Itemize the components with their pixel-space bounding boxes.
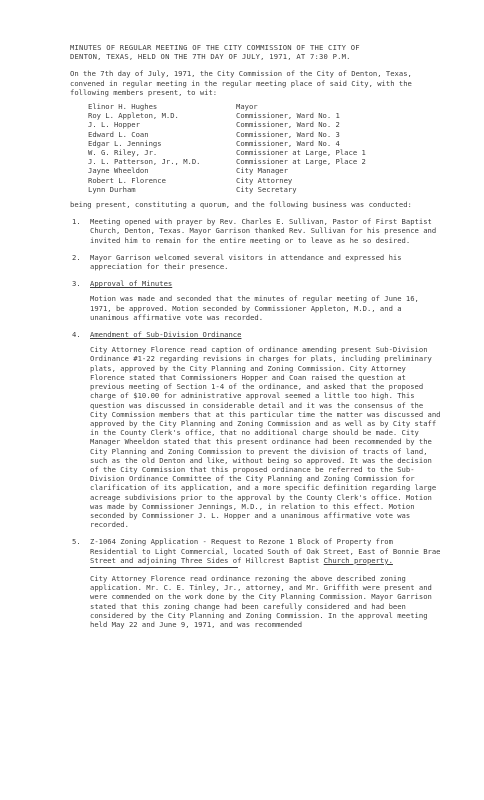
item-body bbox=[90, 330, 444, 529]
item-number: 2. bbox=[72, 252, 81, 262]
roster-name: Robert L. Florence bbox=[88, 175, 166, 185]
item-title-end: Church property. bbox=[323, 555, 393, 565]
item-text: City Attorney Florence read ordinance rezoning the above described zoning application. Mr. C. E. Tinley, Jr., attorney, and Mr. Griffith were present and were commended on the work done by the City Planning Commission. Mayor Garrison stated that this zoning change had been carefully considered and had been considered by the City Planning and Zoning Commission. In the approval meeting held May 22 and June 9, 1971, and was recommended bbox=[90, 573, 432, 629]
roster-name: Edward L. Coan bbox=[88, 129, 149, 139]
item-number: 4. bbox=[72, 330, 81, 340]
item-body bbox=[90, 537, 444, 629]
roster-name: W. G. Riley, Jr. bbox=[88, 148, 158, 158]
item-text: Motion was made and seconded that the minutes of regular meeting of June 16, 1971, be approved. Motion seconded by Commissioner Appleton, M.D., and a unanimous affirmative vote was recorded. bbox=[90, 294, 419, 322]
item-text: Mayor Garrison welcomed several visitors in attendance and expressed his appreciation for their presence. bbox=[90, 252, 402, 272]
roster-title: Commissioner at Large, Place 2 bbox=[236, 157, 366, 167]
title-rule bbox=[90, 567, 238, 568]
roster-name: J. L. Patterson, Jr., M.D. bbox=[88, 157, 201, 167]
roster-name: J. L. Hopper bbox=[88, 120, 140, 130]
item-number: 1. bbox=[72, 217, 81, 227]
intro-paragraph: On the 7th day of July, 1971, the City Commission of the City of Denton, Texas, convened in regular meeting in the regular meeting place of said City, with the following members present, to wit: bbox=[70, 69, 412, 97]
roster-name: Roy L. Appleton, M.D. bbox=[88, 111, 179, 121]
roster-name: Jayne Wheeldon bbox=[88, 166, 149, 176]
item-number: 3. bbox=[72, 279, 81, 289]
heading-line-2: DENTON, TEXAS, HELD ON THE 7TH DAY OF JULY, 1971, AT 7:30 P.M. bbox=[70, 52, 351, 62]
agenda-item-1 bbox=[70, 217, 444, 245]
agenda-item-2 bbox=[70, 253, 444, 271]
heading-line-1: MINUTES OF REGULAR MEETING OF THE CITY COMMISSION OF THE CITY OF bbox=[70, 43, 360, 52]
roster-title: City Attorney bbox=[236, 175, 293, 185]
roster-title: City Manager bbox=[236, 166, 288, 176]
roster-title: Commissioner, Ward No. 3 bbox=[236, 129, 340, 139]
item-title: Amendment of Sub-Division Ordinance bbox=[90, 330, 242, 340]
roster-title: Commissioner at Large, Place 1 bbox=[236, 148, 366, 158]
quorum-statement: being present, constituting a quorum, and the following business was conducted: bbox=[70, 200, 412, 210]
roster-name: Edgar L. Jennings bbox=[88, 138, 162, 148]
attendance-roster bbox=[88, 102, 444, 194]
agenda-item-4 bbox=[70, 330, 444, 529]
item-body bbox=[90, 279, 444, 322]
roster-name: Elinor H. Hughes bbox=[88, 102, 158, 112]
item-text: Meeting opened with prayer by Rev. Charles E. Sullivan, Pastor of First Baptist Church, Denton, Texas. Mayor Garrison thanked Rev. Sullivan for his presence and invited him to remain for the entire meeting or to leave as he so desired. bbox=[90, 217, 437, 245]
item-number: 5. bbox=[72, 537, 81, 547]
item-text: City Attorney Florence read caption of ordinance amending present Sub-Division Ordinance #1-22 regarding revisions in charges for plats, including preliminary plats, approved by the City Planning and Zoning Commission. City Attorney Florence stated that Commissioners Hopper and Coan raised the question at previous meeting of Section 1-4 of the ordinance, and asked that the proposed charge of $10.00 for administrative approval seemed a little too high. This question was discussed in considerable detail and it was the consensus of the City Commission members that at this particular time the matter was discussed and approved by the City Planning and Zoning Commission and as well as by City staff in the County Clerk's office, that no additional charge should be made. City Manager Wheeldon stated that this present ordinance had been recommended by the City Planning and Zoning Commission to prevent the division of tracts of land, such as the old Denton and like, without being so approved. It was the decision of the City Commission that this proposed ordinance be referred to the Sub-Division Ordinance Committee of the City Planning and Zoning Commission for clarification of its application, and a more specific definition regarding large acreage subdivisions prior to the approval by the County Clerk's office. Motion was made by Commissioner Jennings, M.D., in relation to this effect. Motion seconded by Commissioner J. L. Hopper and a unanimous affirmative vote was recorded. bbox=[90, 345, 441, 530]
agenda-item-5 bbox=[70, 537, 444, 629]
item-title-lead: Z-1064 Zoning Application - Request to Rezone 1 Block of Property from Residential to Light Commercial, located South of Oak Street, East of Bonnie Brae Street and adjoining Three Sides of Hillcrest Baptist bbox=[90, 537, 441, 565]
item-title: Approval of Minutes bbox=[90, 279, 173, 289]
roster-title: Commissioner, Ward No. 1 bbox=[236, 111, 340, 121]
roster-name: Lynn Durham bbox=[88, 184, 136, 194]
agenda-item-3 bbox=[70, 279, 444, 322]
roster-title: Commissioner, Ward No. 4 bbox=[236, 138, 340, 148]
roster-title: Mayor bbox=[236, 102, 258, 112]
roster-title: Commissioner, Ward No. 2 bbox=[236, 120, 340, 130]
roster-title: City Secretary bbox=[236, 184, 297, 194]
minutes-heading bbox=[70, 43, 444, 61]
item-title bbox=[90, 537, 444, 565]
